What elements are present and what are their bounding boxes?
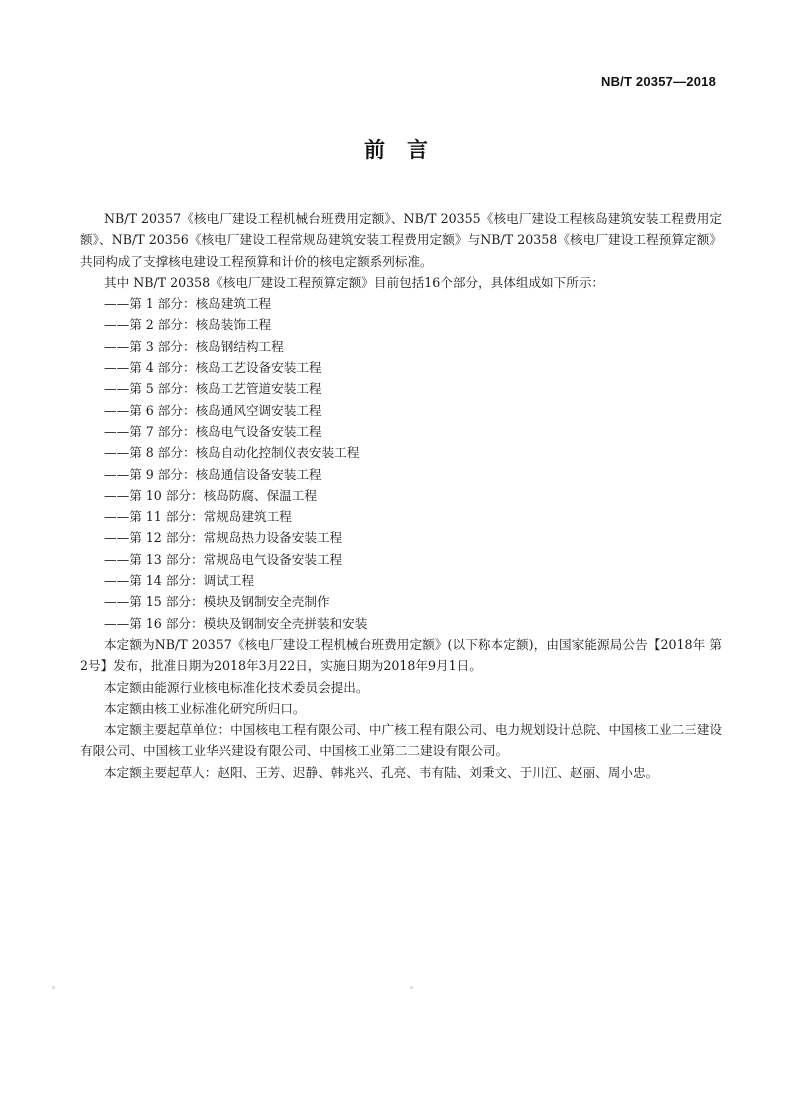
list-item: ——第 7 部分：核岛电气设备安装工程 bbox=[104, 423, 322, 439]
list-item: ——第 13 部分：常规岛电气设备安装工程 bbox=[104, 551, 343, 567]
scan-speck bbox=[52, 986, 55, 989]
drafters-paragraph: 本定额主要起草人：赵阳、王芳、迟静、韩兆兴、孔亮、韦有陆、刘秉文、于川江、赵丽、周小忠。 bbox=[104, 764, 659, 780]
list-item: ——第 12 部分：常规岛热力设备安装工程 bbox=[104, 530, 343, 546]
list-item: ——第 3 部分：核岛钢结构工程 bbox=[104, 338, 284, 354]
list-item: ——第 14 部分：调试工程 bbox=[104, 573, 254, 589]
scan-speck bbox=[410, 986, 413, 989]
standard-code: NB/T 20357—2018 bbox=[600, 74, 716, 89]
page-title: 前言 bbox=[364, 138, 450, 162]
intro-paragraph-2: 其中 NB/T 20358《核电厂建设工程预算定额》目前包括16个部分，具体组成如下所示： bbox=[104, 274, 605, 290]
list-item: ——第 9 部分：核岛通信设备安装工程 bbox=[104, 466, 322, 482]
list-item: ——第 2 部分：核岛装饰工程 bbox=[104, 317, 272, 333]
foreword-body bbox=[80, 208, 722, 783]
list-item: ——第 16 部分：模块及钢制安全壳拼装和安装 bbox=[104, 615, 368, 631]
administrator-paragraph: 本定额由核工业标准化研究所归口。 bbox=[104, 700, 306, 716]
list-item: ——第 8 部分：核岛自动化控制仪表安装工程 bbox=[104, 445, 360, 461]
list-item: ——第 4 部分：核岛工艺设备安装工程 bbox=[104, 360, 322, 376]
list-item: ——第 15 部分：模块及钢制安全壳制作 bbox=[104, 594, 330, 610]
list-item: ——第 5 部分：核岛工艺管道安装工程 bbox=[104, 381, 322, 397]
list-item: ——第 6 部分：核岛通风空调安装工程 bbox=[104, 402, 322, 418]
drafting-units-paragraph: 本定额主要起草单位：中国核电工程有限公司、中广核工程有限公司、电力规划设计总院、中国核工业二三建设有限公司、中国核工业华兴建设有限公司、中国核工业第二二建设有限公司。 bbox=[80, 722, 722, 759]
approval-paragraph: 本定额为NB/T 20357《核电厂建设工程机械台班费用定额》(以下称本定额)，由国家能源局公告【2018年 第2号】发布，批准日期为2018年3月22日，实施日期为2018年9月1日。 bbox=[80, 636, 722, 674]
intro-paragraph-1: NB/T 20357《核电厂建设工程机械台班费用定额》、NB/T 20355《核电厂建设工程核岛建筑安装工程费用定额》、NB/T 20356《核电厂建设工程常规岛建筑安装工程费用定额》与NB/T 20358《核电厂建设工程预算定额》共同构成了支撑核电建设工程预算和计价的核电定额系列标准。 bbox=[80, 211, 722, 269]
list-item: ——第 1 部分：核岛建筑工程 bbox=[104, 296, 272, 312]
proposer-paragraph: 本定额由能源行业核电标准化技术委员会提出。 bbox=[104, 679, 369, 695]
list-item: ——第 11 部分：常规岛建筑工程 bbox=[104, 509, 292, 525]
parts-list bbox=[80, 293, 722, 634]
list-item: ——第 10 部分：核岛防腐、保温工程 bbox=[104, 487, 317, 503]
